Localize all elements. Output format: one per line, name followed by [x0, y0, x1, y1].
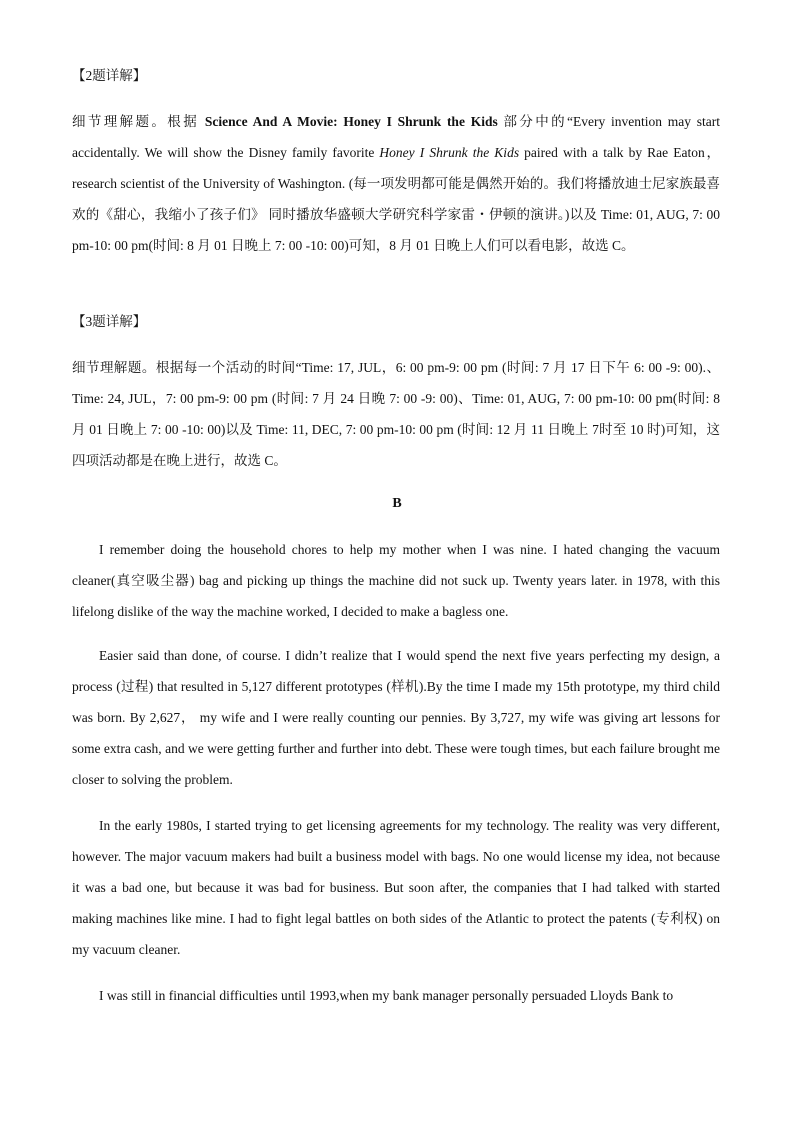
- q2-text-part1: 细节理解题。根据: [72, 114, 205, 129]
- passage-paragraph-3: In the early 1980s, I started trying to get licensing agreements for my technology. The reality was very different, however. The major vacuum makers had built a business model with bags. No one would license my idea, not because it was a bad one, but because it was bad for business. But soon after, the companies that I had talked with started making machines like mine. I had to fight legal battles on both sides of the Atlantic to protect the patents (专利权) on my vacuum cleaner.: [72, 818, 720, 957]
- passage-paragraph-1: I remember doing the household chores to help my mother when I was nine. I hated changing the vacuum cleaner(真空吸尘器) bag and picking up things the machine did not suck up. Twenty years later. in 1978, with this lifelong dislike of the way the machine worked, I decided to make a bagless one.: [72, 542, 720, 619]
- q2-section-title: Science And A Movie: Honey I Shrunk the Kids: [204, 114, 498, 129]
- q3-explanation: 细节理解题。根据每一个活动的时间“Time: 17, JUL，6: 00 pm-9: 00 pm (时间: 7 月 17 日下午 6: 00 -9: 00).、Time: 24, JUL，7: 00 pm-9: 00 pm (时间: 7 月 24 日晚 7: 00 -9: 00)、Time: 01, AUG, 7: 00 pm-10: 00 pm(时间: 8 月 01 日晚上 7: 00 -10: 00)以及 Time: 11, DEC, 7: 00 pm-10: 00 pm (时间: 12 月 11 日晚上 7时至 10 时)可知，这四项活动都是在晚上进行，故选 C。: [72, 360, 720, 468]
- section-b-title: B: [392, 496, 402, 511]
- q2-text-part3: paired with a talk by Rae Eaton，research scientist of the University of Washington. (每一项发明都可能是偶然开始的。我们将播放迪士尼家族最喜欢的《甜心，我缩小了孩子们》 同时播放华盛顿大学研究科学家雷・伊顿的演讲。)以及 Time: 01, AUG, 7: 00 pm-10: 00 pm(时间: 8 月 01 日晚上 7: 00 -10: 00)可知，8 月 01 日晚上人们可以看电影，故选 C。: [72, 145, 720, 253]
- passage-paragraph-4: I was still in financial difficulties until 1993,when my bank manager personally persuaded Lloyds Bank to: [99, 988, 674, 1003]
- q2-text-part2: 部分中的“Every invention may start accidentally. We will show the Disney family favorite: [72, 114, 720, 160]
- q2-explanation: [72, 106, 720, 261]
- q2-heading: 【2题详解】: [72, 68, 147, 83]
- passage-paragraph-2: Easier said than done, of course. I didn’t realize that I would spend the next five years perfecting my design, a process (过程) that resulted in 5,127 different prototypes (样机).By the time I made my 15th prototype, my third child was born. By 2,627， my wife and I were really counting our pennies. By 3,727, my wife was giving art lessons for some extra cash, and we were getting further and further into debt. These were tough times, but each failure brought me closer to solving the problem.: [72, 648, 720, 787]
- q3-heading: 【3题详解】: [72, 314, 147, 329]
- q2-movie-title: Honey I Shrunk the Kids: [379, 145, 520, 160]
